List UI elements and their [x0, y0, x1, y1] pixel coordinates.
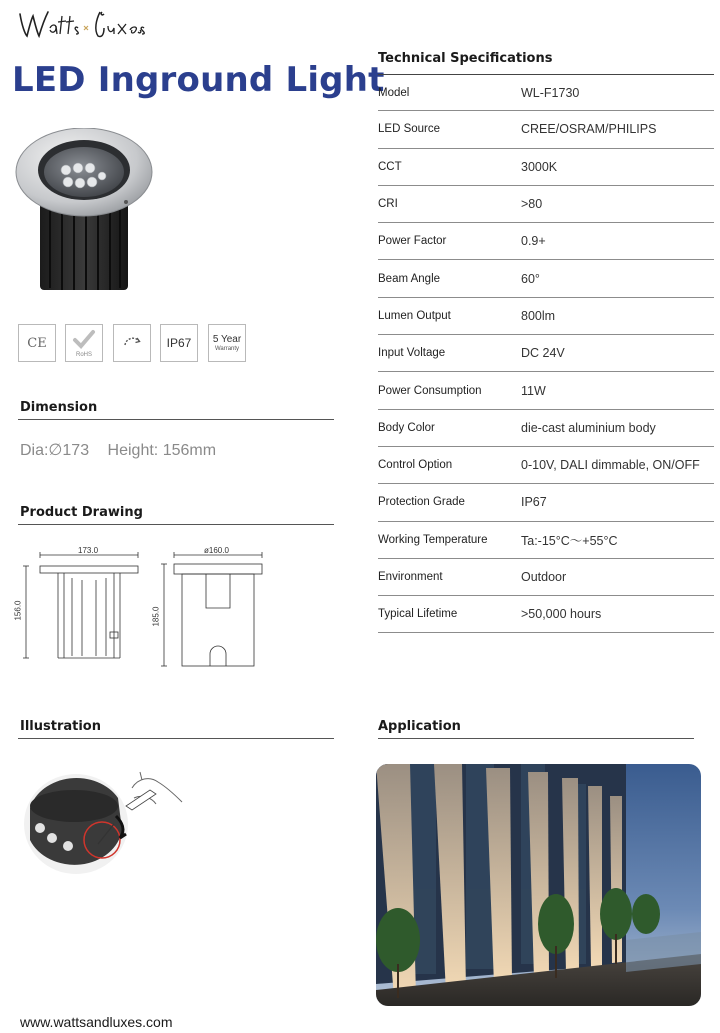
spec-row	[378, 484, 714, 521]
spec-label: Protection Grade	[378, 496, 465, 509]
installation-illustration	[22, 768, 190, 878]
spec-value: WL-F1730	[521, 85, 580, 100]
divider	[18, 738, 334, 739]
spec-row	[378, 335, 714, 372]
divider	[18, 419, 334, 420]
spec-value: 800lm	[521, 308, 556, 323]
spec-value: Ta:-15°C～+55°C	[521, 533, 618, 548]
divider	[378, 738, 694, 739]
spec-value: CREE/OSRAM/PHILIPS	[521, 122, 657, 137]
spec-row	[378, 186, 714, 223]
spec-row	[378, 298, 714, 335]
spec-label: Typical Lifetime	[378, 608, 458, 621]
height-value: Height: 156mm	[107, 442, 217, 459]
spec-label: LED Source	[378, 123, 441, 136]
spec-row	[378, 111, 714, 148]
spec-label: Model	[378, 86, 410, 99]
ip67-badge: IP67	[160, 324, 198, 362]
spec-label: Beam Angle	[378, 272, 441, 285]
brand-logo-script-icon	[16, 6, 156, 42]
spec-label: Power Factor	[378, 235, 447, 248]
spec-row	[378, 559, 714, 596]
product-photo	[14, 128, 154, 294]
spec-label: Control Option	[378, 459, 453, 472]
spec-row	[378, 522, 714, 559]
spec-value: DC 24V	[521, 346, 565, 361]
spec-value: 3000K	[521, 159, 558, 174]
side-height-label: 185.0	[151, 606, 161, 627]
spec-label: Environment	[378, 571, 443, 583]
specs-heading: Technical Specifications	[378, 51, 553, 66]
spec-row	[378, 410, 714, 447]
spec-label: Power Consumption	[378, 384, 482, 397]
spec-value: >50,000 hours	[521, 607, 602, 622]
spec-value: 60°	[521, 271, 540, 286]
spec-value: die-cast aluminium body	[521, 420, 656, 435]
front-width-label: 173.0	[78, 546, 99, 555]
illustration-heading: Illustration	[20, 719, 101, 734]
technical-drawing	[14, 546, 270, 672]
application-photo	[376, 764, 701, 1006]
product-drawing-heading: Product Drawing	[20, 505, 143, 520]
spec-label: Lumen Output	[378, 309, 451, 322]
spec-value: 11W	[521, 383, 546, 398]
divider	[18, 524, 334, 525]
page-title: LED Inground Light	[12, 60, 385, 100]
rohs-check-icon: RoHS	[65, 324, 103, 362]
dimension-values	[20, 440, 230, 460]
brand-logo	[16, 6, 156, 42]
spec-row	[378, 372, 714, 409]
certification-row	[18, 324, 258, 364]
spec-row	[378, 260, 714, 297]
spec-label: CCT	[378, 160, 402, 173]
side-width-label: ø160.0	[204, 546, 229, 555]
spec-label: Input Voltage	[378, 347, 446, 360]
spec-label: CRI	[378, 198, 398, 211]
spec-value: Outdoor	[521, 570, 567, 584]
spec-row	[378, 149, 714, 186]
rotation-arrow-icon	[113, 324, 151, 362]
spec-label: Body Color	[378, 421, 435, 434]
ce-mark-icon: CE	[18, 324, 56, 362]
dimension-heading: Dimension	[20, 400, 98, 415]
specs-table	[378, 74, 714, 633]
spec-row	[378, 74, 714, 111]
spec-row	[378, 447, 714, 484]
spec-label: Working Temperature	[378, 533, 488, 546]
spec-value: >80	[521, 197, 543, 212]
application-heading: Application	[378, 719, 461, 734]
warranty-badge: 5 Year Warranty	[208, 324, 246, 362]
diameter-value: Dia:∅173	[20, 442, 90, 459]
spec-value: 0-10V, DALI dimmable, ON/OFF	[521, 458, 700, 473]
spec-row	[378, 223, 714, 260]
footer-website-link[interactable]: www.wattsandluxes.com	[20, 1014, 173, 1030]
front-height-label: 156.0	[13, 600, 23, 621]
spec-row	[378, 596, 714, 633]
spec-value: 0.9+	[521, 234, 546, 249]
spec-value: IP67	[521, 495, 547, 510]
